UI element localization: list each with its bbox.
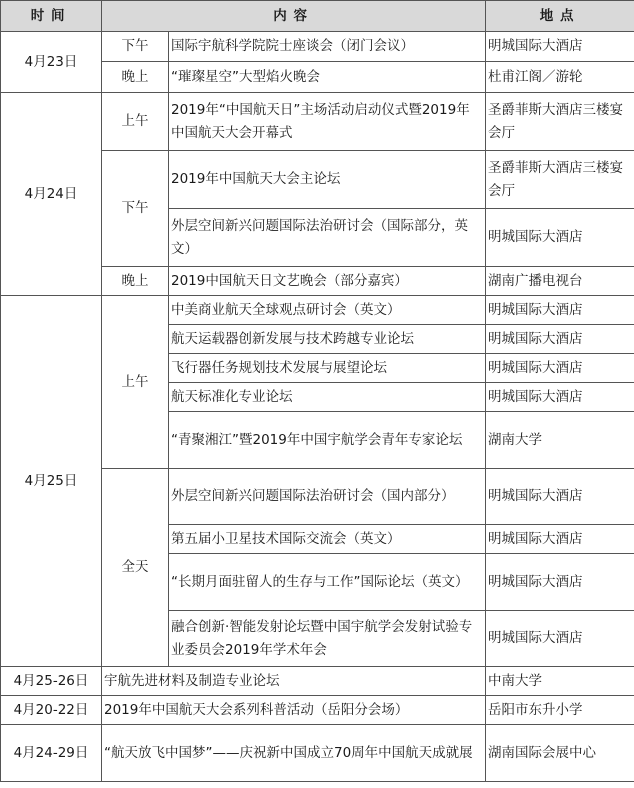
period-cell: 下午: [102, 151, 169, 267]
event-title: “璀璨星空”大型焰火晚会: [169, 62, 486, 93]
period-cell: 晚上: [102, 267, 169, 296]
period-cell: 晚上: [102, 62, 169, 93]
table-row: [1, 667, 634, 696]
event-title: 外层空间新兴问题国际法治研讨会（国内部分）: [169, 469, 486, 525]
header-content: 内容: [102, 1, 486, 32]
date-cell: 4月24-29日: [1, 725, 102, 782]
event-place: 中南大学: [486, 667, 634, 696]
event-title: 融合创新·智能发射论坛暨中国宇航学会发射试验专业委员会2019年学术年会: [169, 611, 486, 667]
event-place: 湖南国际会展中心: [486, 725, 634, 782]
event-place: 明城国际大酒店: [486, 554, 634, 611]
event-title: 外层空间新兴问题国际法治研讨会（国际部分，英文）: [169, 209, 486, 267]
date-cell: 4月23日: [1, 32, 102, 93]
table-row: [1, 93, 634, 151]
event-place: 明城国际大酒店: [486, 209, 634, 267]
event-place: 明城国际大酒店: [486, 32, 634, 62]
event-title: 国际宇航科学院院士座谈会（闭门会议）: [169, 32, 486, 62]
event-place: 明城国际大酒店: [486, 525, 634, 554]
table-row: [1, 696, 634, 725]
event-title: 2019年中国航天大会系列科普活动（岳阳分会场）: [102, 696, 486, 725]
event-title: 2019年中国航天大会主论坛: [169, 151, 486, 209]
header-time: 时间: [1, 1, 102, 32]
event-title: 中美商业航天全球观点研讨会（英文）: [169, 296, 486, 325]
event-place: 岳阳市东升小学: [486, 696, 634, 725]
event-place: 明城国际大酒店: [486, 354, 634, 383]
table-row: [1, 32, 634, 62]
period-cell: 全天: [102, 469, 169, 667]
date-cell: 4月25日: [1, 296, 102, 667]
event-title: 2019年“中国航天日”主场活动启动仪式暨2019年中国航天大会开幕式: [169, 93, 486, 151]
date-cell: 4月24日: [1, 93, 102, 296]
event-place: 明城国际大酒店: [486, 383, 634, 412]
event-place: 明城国际大酒店: [486, 325, 634, 354]
event-place: 湖南广播电视台: [486, 267, 634, 296]
event-title: “航天放飞中国梦”——庆祝新中国成立70周年中国航天成就展: [102, 725, 486, 782]
date-cell: 4月20-22日: [1, 696, 102, 725]
date-cell: 4月25-26日: [1, 667, 102, 696]
event-place: 杜甫江阁／游轮: [486, 62, 634, 93]
table-row: [1, 296, 634, 325]
event-place: 明城国际大酒店: [486, 469, 634, 525]
table-row: [1, 725, 634, 782]
period-cell: 上午: [102, 93, 169, 151]
period-cell: 下午: [102, 32, 169, 62]
event-place: 明城国际大酒店: [486, 296, 634, 325]
event-title: 航天标准化专业论坛: [169, 383, 486, 412]
event-title: 2019中国航天日文艺晚会（部分嘉宾）: [169, 267, 486, 296]
event-place: 圣爵菲斯大酒店三楼宴会厅: [486, 93, 634, 151]
event-title: 飞行器任务规划技术发展与展望论坛: [169, 354, 486, 383]
event-place: 圣爵菲斯大酒店三楼宴会厅: [486, 151, 634, 209]
event-title: “长期月面驻留人的生存与工作”国际论坛（英文）: [169, 554, 486, 611]
event-title: “青聚湘江”暨2019年中国宇航学会青年专家论坛: [169, 412, 486, 469]
event-title: 第五届小卫星技术国际交流会（英文）: [169, 525, 486, 554]
event-title: 航天运载器创新发展与技术跨越专业论坛: [169, 325, 486, 354]
event-place: 湖南大学: [486, 412, 634, 469]
header-place: 地点: [486, 1, 634, 32]
period-cell: 上午: [102, 296, 169, 469]
event-title: 宇航先进材料及制造专业论坛: [102, 667, 486, 696]
event-place: 明城国际大酒店: [486, 611, 634, 667]
header-row: [1, 1, 634, 32]
